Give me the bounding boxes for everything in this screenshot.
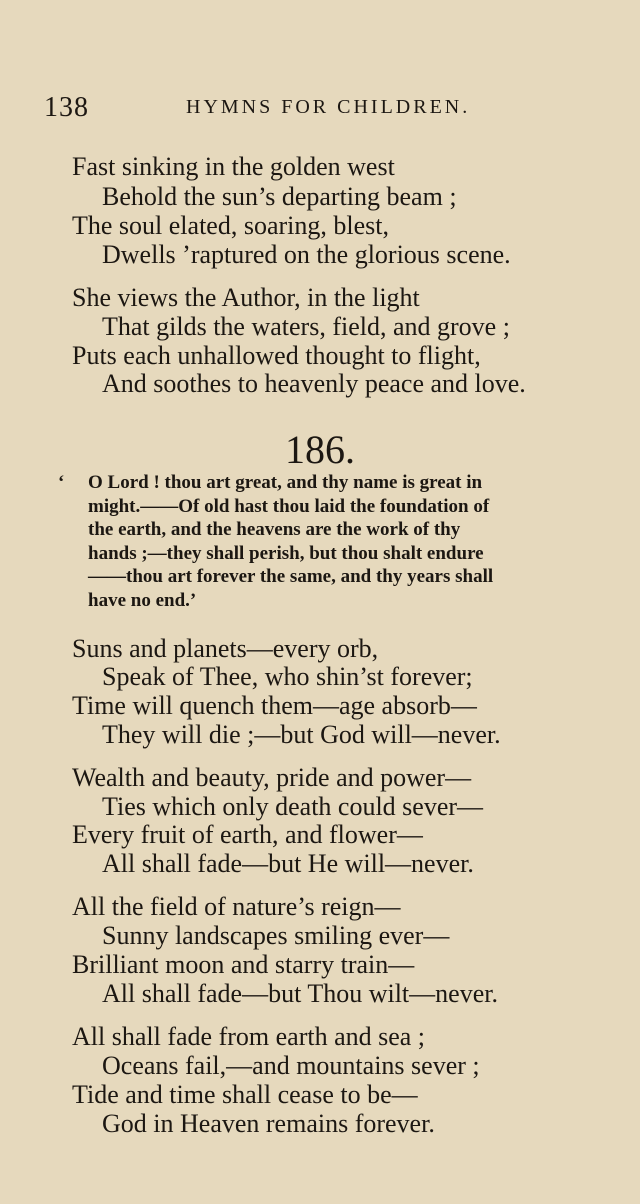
verse-line: Sunny landscapes smiling ever—: [102, 921, 450, 950]
verse-line: All shall fade from earth and sea ;: [72, 1022, 426, 1051]
verse-line: All shall fade—but He will—never.: [102, 849, 474, 878]
verse-line: All shall fade—but Thou wilt—never.: [102, 979, 498, 1008]
verse-line: Puts each unhallowed thought to flight,: [72, 341, 481, 370]
verse-line: They will die ;—but God will—never.: [102, 720, 501, 749]
opening-quote: ‘: [58, 472, 65, 493]
verse-line: Dwells ’raptured on the glorious scene.: [102, 240, 511, 269]
scripture-epigraph: [58, 471, 608, 613]
epigraph-line: might.——Of old hast thou laid the foundation of: [88, 495, 490, 517]
running-title: HYMNS FOR CHILDREN.: [186, 96, 471, 118]
verse-line: She views the Author, in the light: [72, 283, 420, 312]
page-header: [44, 92, 600, 122]
verse-line: Suns and planets—every orb,: [72, 634, 379, 663]
verse-line: Fast sinking in the golden west: [72, 152, 395, 181]
epigraph-line: hands ;—they shall perish, but thou shalt endure: [88, 542, 484, 564]
verse-line: Oceans fail,—and mountains sever ;: [102, 1051, 480, 1080]
page-number: 138: [44, 92, 89, 123]
verse-line: Speak of Thee, who shin’st forever;: [102, 662, 473, 691]
verse-line: And soothes to heavenly peace and love.: [102, 369, 526, 398]
verse-line: Every fruit of earth, and flower—: [72, 820, 423, 849]
epigraph-line: O Lord ! thou art great, and thy name is great in: [88, 472, 483, 493]
epigraph-line: have no end.’: [88, 589, 197, 611]
verse-line: Ties which only death could sever—: [102, 792, 484, 821]
verse-line: The soul elated, soaring, blest,: [72, 211, 389, 240]
epigraph-line: ——thou art forever the same, and thy years shall: [88, 566, 494, 588]
verse-line: Brilliant moon and starry train—: [72, 950, 415, 979]
verse-line: God in Heaven remains forever.: [102, 1109, 435, 1138]
verse-line: All the field of nature’s reign—: [72, 892, 401, 921]
verse-line: Tide and time shall cease to be—: [72, 1080, 418, 1109]
verse-line: Time will quench them—age absorb—: [72, 691, 477, 720]
verse-line: That gilds the waters, field, and grove ;: [102, 312, 510, 341]
epigraph-line: the earth, and the heavens are the work of thy: [88, 519, 461, 541]
hymn-number: 186.: [285, 427, 355, 472]
verse-line: Behold the sun’s departing beam ;: [102, 182, 457, 211]
verse-line: Wealth and beauty, pride and power—: [72, 763, 472, 792]
